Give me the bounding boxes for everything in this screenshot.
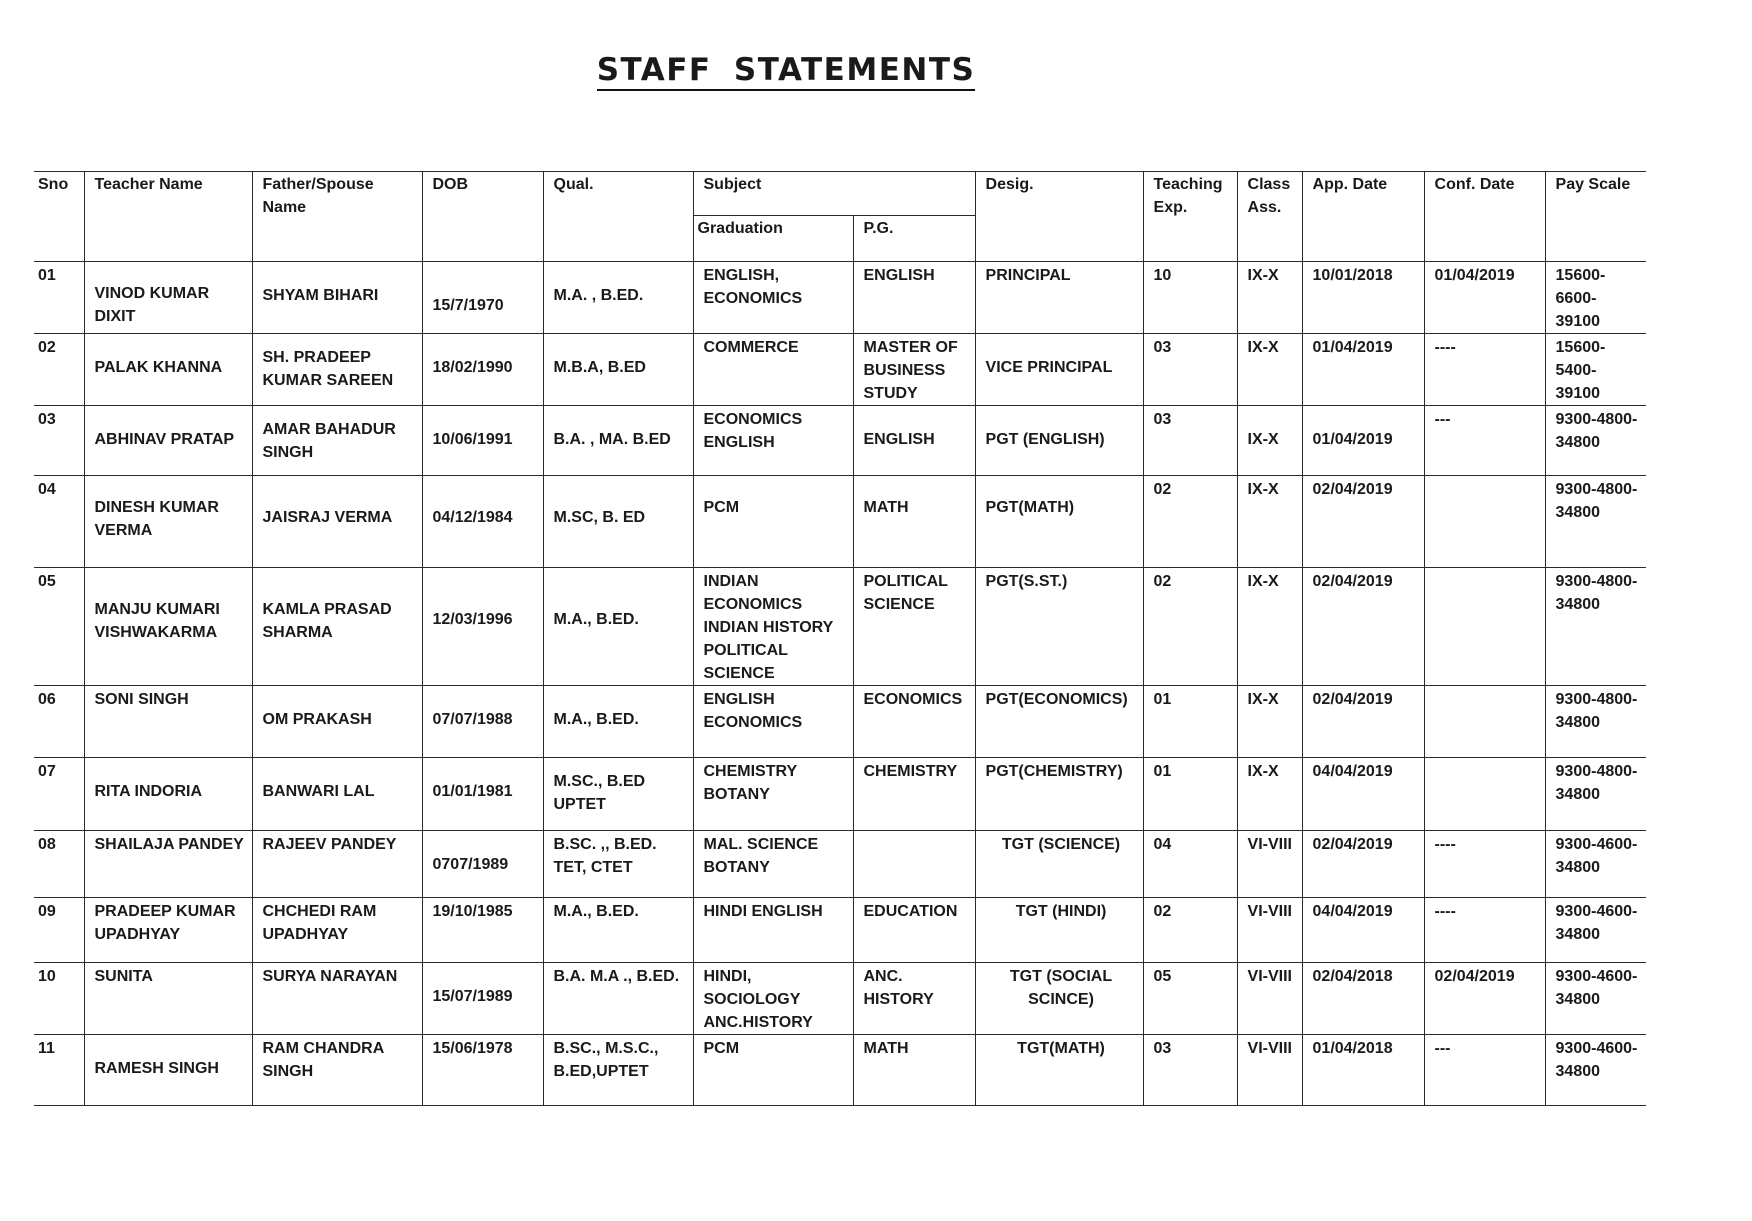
cell-sno: 08 <box>34 831 84 898</box>
cell-graduation: PCM <box>693 476 853 568</box>
cell-desig: PRINCIPAL <box>975 262 1143 334</box>
cell-pay-scale: 9300-4600-34800 <box>1545 963 1646 1035</box>
cell-app-date: 01/04/2018 <box>1302 1035 1424 1106</box>
cell-pg: ENGLISH <box>853 262 975 334</box>
cell-conf-date: 01/04/2019 <box>1424 262 1545 334</box>
cell-teaching-exp: 02 <box>1143 476 1237 568</box>
cell-graduation: HINDI ENGLISH <box>693 898 853 963</box>
cell-teaching-exp: 10 <box>1143 262 1237 334</box>
cell-app-date: 02/04/2019 <box>1302 476 1424 568</box>
cell-qual: M.SC., B.ED UPTET <box>543 758 693 831</box>
table-row <box>34 898 1646 963</box>
header-pg: P.G. <box>853 216 975 262</box>
cell-sno: 11 <box>34 1035 84 1106</box>
cell-graduation: ENGLISH, ECONOMICS <box>693 262 853 334</box>
cell-teacher-name: ABHINAV PRATAP <box>84 406 252 476</box>
header-teaching-exp: Teaching Exp. <box>1143 172 1237 262</box>
cell-pay-scale: 9300-4800-34800 <box>1545 476 1646 568</box>
cell-teaching-exp: 03 <box>1143 1035 1237 1106</box>
document-title <box>0 52 1572 91</box>
cell-teaching-exp: 02 <box>1143 568 1237 686</box>
cell-sno: 01 <box>34 262 84 334</box>
cell-graduation: HINDI, SOCIOLOGY ANC.HISTORY <box>693 963 853 1035</box>
cell-father-spouse-name: RAJEEV PANDEY <box>252 831 422 898</box>
cell-father-spouse-name: SH. PRADEEP KUMAR SAREEN <box>252 334 422 406</box>
table-row <box>34 568 1646 686</box>
cell-teacher-name: PRADEEP KUMAR UPADHYAY <box>84 898 252 963</box>
cell-father-spouse-name: JAISRAJ VERMA <box>252 476 422 568</box>
cell-app-date: 04/04/2019 <box>1302 758 1424 831</box>
cell-sno: 09 <box>34 898 84 963</box>
cell-graduation: INDIAN ECONOMICS INDIAN HISTORY POLITICAL SCIENCE <box>693 568 853 686</box>
cell-dob: 10/06/1991 <box>422 406 543 476</box>
cell-pay-scale: 9300-4600-34800 <box>1545 831 1646 898</box>
cell-father-spouse-name: CHCHEDI RAM UPADHYAY <box>252 898 422 963</box>
cell-pg: ENGLISH <box>853 406 975 476</box>
cell-qual: B.A. , MA. B.ED <box>543 406 693 476</box>
cell-conf-date: --- <box>1424 1035 1545 1106</box>
cell-desig: TGT (HINDI) <box>975 898 1143 963</box>
cell-class-ass: VI-VIII <box>1237 1035 1302 1106</box>
cell-dob: 04/12/1984 <box>422 476 543 568</box>
cell-dob: 15/07/1989 <box>422 963 543 1035</box>
table-row <box>34 476 1646 568</box>
table-body <box>34 262 1646 1106</box>
cell-qual: M.A., B.ED. <box>543 686 693 758</box>
cell-teaching-exp: 02 <box>1143 898 1237 963</box>
cell-app-date: 02/04/2019 <box>1302 686 1424 758</box>
header-father-spouse-name: Father/Spouse Name <box>252 172 422 262</box>
cell-sno: 05 <box>34 568 84 686</box>
document-title-text: STAFF STATEMENTS <box>597 52 976 91</box>
cell-pg: POLITICAL SCIENCE <box>853 568 975 686</box>
cell-pg: CHEMISTRY <box>853 758 975 831</box>
cell-dob: 12/03/1996 <box>422 568 543 686</box>
cell-desig: TGT (SOCIAL SCINCE) <box>975 963 1143 1035</box>
header-conf-date: Conf. Date <box>1424 172 1545 262</box>
cell-conf-date <box>1424 758 1545 831</box>
cell-teacher-name: SUNITA <box>84 963 252 1035</box>
cell-sno: 06 <box>34 686 84 758</box>
header-desig: Desig. <box>975 172 1143 262</box>
cell-pay-scale: 15600-5400-39100 <box>1545 334 1646 406</box>
cell-conf-date <box>1424 568 1545 686</box>
cell-graduation: ECONOMICS ENGLISH <box>693 406 853 476</box>
cell-teaching-exp: 03 <box>1143 334 1237 406</box>
cell-teaching-exp: 03 <box>1143 406 1237 476</box>
cell-dob: 0707/1989 <box>422 831 543 898</box>
cell-conf-date: ---- <box>1424 334 1545 406</box>
cell-app-date: 01/04/2019 <box>1302 406 1424 476</box>
cell-conf-date: 02/04/2019 <box>1424 963 1545 1035</box>
cell-app-date: 10/01/2018 <box>1302 262 1424 334</box>
cell-sno: 07 <box>34 758 84 831</box>
cell-pg: MATH <box>853 1035 975 1106</box>
cell-qual: B.SC., M.S.C., B.ED,UPTET <box>543 1035 693 1106</box>
cell-pay-scale: 9300-4800-34800 <box>1545 568 1646 686</box>
cell-conf-date: ---- <box>1424 831 1545 898</box>
header-dob: DOB <box>422 172 543 262</box>
cell-graduation: PCM <box>693 1035 853 1106</box>
cell-pg: MATH <box>853 476 975 568</box>
cell-desig: VICE PRINCIPAL <box>975 334 1143 406</box>
table-row <box>34 262 1646 334</box>
table-row <box>34 686 1646 758</box>
table-row <box>34 758 1646 831</box>
cell-teaching-exp: 04 <box>1143 831 1237 898</box>
cell-conf-date <box>1424 476 1545 568</box>
cell-class-ass: IX-X <box>1237 262 1302 334</box>
cell-app-date: 02/04/2019 <box>1302 568 1424 686</box>
header-sno: Sno <box>34 172 84 262</box>
cell-pay-scale: 9300-4600-34800 <box>1545 898 1646 963</box>
cell-pg: EDUCATION <box>853 898 975 963</box>
cell-desig: PGT (ENGLISH) <box>975 406 1143 476</box>
cell-qual: M.A., B.ED. <box>543 898 693 963</box>
cell-class-ass: IX-X <box>1237 406 1302 476</box>
cell-pay-scale: 9300-4800-34800 <box>1545 686 1646 758</box>
table-header <box>34 172 1646 262</box>
cell-dob: 18/02/1990 <box>422 334 543 406</box>
cell-teacher-name: PALAK KHANNA <box>84 334 252 406</box>
cell-sno: 03 <box>34 406 84 476</box>
cell-father-spouse-name: SURYA NARAYAN <box>252 963 422 1035</box>
cell-app-date: 01/04/2019 <box>1302 334 1424 406</box>
cell-teacher-name: VINOD KUMAR DIXIT <box>84 262 252 334</box>
cell-pg: ECONOMICS <box>853 686 975 758</box>
cell-desig: PGT(CHEMISTRY) <box>975 758 1143 831</box>
cell-class-ass: VI-VIII <box>1237 898 1302 963</box>
cell-pay-scale: 9300-4800-34800 <box>1545 406 1646 476</box>
cell-graduation: ENGLISH ECONOMICS <box>693 686 853 758</box>
cell-teacher-name: SHAILAJA PANDEY <box>84 831 252 898</box>
cell-teacher-name: DINESH KUMAR VERMA <box>84 476 252 568</box>
cell-sno: 02 <box>34 334 84 406</box>
cell-graduation: CHEMISTRY BOTANY <box>693 758 853 831</box>
cell-class-ass: VI-VIII <box>1237 831 1302 898</box>
cell-app-date: 04/04/2019 <box>1302 898 1424 963</box>
cell-conf-date: ---- <box>1424 898 1545 963</box>
cell-desig: TGT(MATH) <box>975 1035 1143 1106</box>
cell-teaching-exp: 01 <box>1143 686 1237 758</box>
cell-conf-date <box>1424 686 1545 758</box>
cell-dob: 15/06/1978 <box>422 1035 543 1106</box>
cell-qual: M.A. , B.ED. <box>543 262 693 334</box>
cell-dob: 15/7/1970 <box>422 262 543 334</box>
table-row <box>34 406 1646 476</box>
cell-teaching-exp: 05 <box>1143 963 1237 1035</box>
cell-class-ass: IX-X <box>1237 686 1302 758</box>
cell-desig: PGT(S.ST.) <box>975 568 1143 686</box>
cell-father-spouse-name: SHYAM BIHARI <box>252 262 422 334</box>
table-row <box>34 831 1646 898</box>
cell-teacher-name: SONI SINGH <box>84 686 252 758</box>
cell-graduation: MAL. SCIENCE BOTANY <box>693 831 853 898</box>
header-class-ass: Class Ass. <box>1237 172 1302 262</box>
header-subject: Subject <box>693 172 975 216</box>
header-qual: Qual. <box>543 172 693 262</box>
cell-pay-scale: 15600-6600-39100 <box>1545 262 1646 334</box>
cell-class-ass: IX-X <box>1237 568 1302 686</box>
cell-dob: 19/10/1985 <box>422 898 543 963</box>
cell-teacher-name: MANJU KUMARI VISHWAKARMA <box>84 568 252 686</box>
cell-graduation: COMMERCE <box>693 334 853 406</box>
table-row <box>34 334 1646 406</box>
cell-pg: MASTER OF BUSINESS STUDY <box>853 334 975 406</box>
table-row <box>34 963 1646 1035</box>
cell-teaching-exp: 01 <box>1143 758 1237 831</box>
cell-father-spouse-name: BANWARI LAL <box>252 758 422 831</box>
cell-qual: M.SC, B. ED <box>543 476 693 568</box>
cell-teacher-name: RITA INDORIA <box>84 758 252 831</box>
cell-qual: B.SC. ,, B.ED. TET, CTET <box>543 831 693 898</box>
cell-conf-date: --- <box>1424 406 1545 476</box>
cell-app-date: 02/04/2019 <box>1302 831 1424 898</box>
cell-teacher-name: RAMESH SINGH <box>84 1035 252 1106</box>
table-row <box>34 1035 1646 1106</box>
cell-class-ass: IX-X <box>1237 758 1302 831</box>
cell-pg: ANC. HISTORY <box>853 963 975 1035</box>
cell-app-date: 02/04/2018 <box>1302 963 1424 1035</box>
cell-father-spouse-name: OM PRAKASH <box>252 686 422 758</box>
cell-pay-scale: 9300-4800-34800 <box>1545 758 1646 831</box>
cell-pay-scale: 9300-4600-34800 <box>1545 1035 1646 1106</box>
cell-qual: M.B.A, B.ED <box>543 334 693 406</box>
cell-dob: 07/07/1988 <box>422 686 543 758</box>
staff-table <box>34 171 1646 1106</box>
cell-dob: 01/01/1981 <box>422 758 543 831</box>
cell-sno: 04 <box>34 476 84 568</box>
cell-qual: B.A. M.A ., B.ED. <box>543 963 693 1035</box>
cell-sno: 10 <box>34 963 84 1035</box>
header-teacher-name: Teacher Name <box>84 172 252 262</box>
cell-father-spouse-name: RAM CHANDRA SINGH <box>252 1035 422 1106</box>
cell-father-spouse-name: AMAR BAHADUR SINGH <box>252 406 422 476</box>
header-pay-scale: Pay Scale <box>1545 172 1646 262</box>
cell-desig: PGT(MATH) <box>975 476 1143 568</box>
header-graduation: Graduation <box>693 216 853 262</box>
cell-class-ass: IX-X <box>1237 334 1302 406</box>
cell-pg <box>853 831 975 898</box>
cell-desig: PGT(ECONOMICS) <box>975 686 1143 758</box>
header-app-date: App. Date <box>1302 172 1424 262</box>
cell-qual: M.A., B.ED. <box>543 568 693 686</box>
cell-class-ass: IX-X <box>1237 476 1302 568</box>
cell-father-spouse-name: KAMLA PRASAD SHARMA <box>252 568 422 686</box>
cell-class-ass: VI-VIII <box>1237 963 1302 1035</box>
cell-desig: TGT (SCIENCE) <box>975 831 1143 898</box>
